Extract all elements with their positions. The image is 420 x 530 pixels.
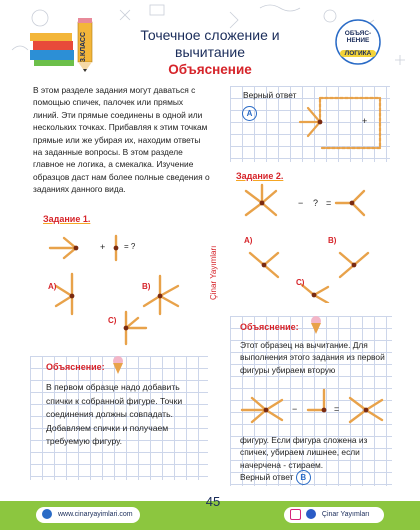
explain2-eq: = <box>334 404 340 414</box>
instagram-icon <box>290 509 301 520</box>
icecream-icon <box>310 316 322 334</box>
social-label[interactable]: Çinar Yayımları <box>321 511 370 518</box>
answer1-figure <box>290 88 400 158</box>
page-header <box>0 0 420 82</box>
task2-option-c: C) <box>296 278 305 287</box>
footer-website-pill[interactable] <box>36 507 140 523</box>
page-number: 45 <box>205 494 221 509</box>
answer1-label: Верный ответ <box>243 90 297 100</box>
answer1-plus: + <box>362 116 368 126</box>
explain2-answer <box>240 470 311 485</box>
task2-option-a: A) <box>244 236 253 245</box>
task2-q: ? <box>313 198 319 208</box>
task2-minus: − <box>298 198 304 208</box>
badge-bottom: ЛОГИКА <box>340 50 376 57</box>
task1-plus: + <box>100 242 106 252</box>
explain1-heading: Объяснение: <box>46 362 105 372</box>
explain2-heading: Объяснение: <box>240 322 299 332</box>
task2-label: Задание 2. <box>236 171 284 181</box>
task2-option-b: B) <box>328 236 337 245</box>
explain2-answer-letter: B <box>296 470 311 485</box>
answer1-letter: A <box>242 106 257 121</box>
icecream-icon <box>112 356 124 374</box>
task1-label: Задание 1. <box>43 214 91 224</box>
explain1-text: В первом образце надо добавить спички к собранной фигуре. Точки соединения должны совпадать. Добавляем спички и получаем требуемую фигуру. <box>46 382 183 446</box>
explain2-figures <box>236 388 386 434</box>
books-icon <box>30 33 74 66</box>
website-link[interactable]: www.cinaryayimlari.com <box>57 511 133 518</box>
explain2-text1: Этот образец на вычитание. Для выполнения этого задания из первой фигуры убираем вторую <box>240 340 385 375</box>
task2-eq: = <box>326 198 332 208</box>
sidebar-brand: Çinar Yayımları <box>209 245 218 300</box>
grade-label: 3.КЛАСС <box>80 31 87 62</box>
task1-option-a: A) <box>48 282 57 291</box>
task1-option-b: B) <box>142 282 151 291</box>
globe-icon <box>42 509 52 519</box>
page-subtitle: Объяснение <box>168 62 252 77</box>
explain2-minus: − <box>292 404 298 414</box>
explain2-answer-label: Верный ответ <box>240 472 294 482</box>
facebook-icon <box>306 509 316 519</box>
intro-text: В этом разделе задания могут даваться с помощью спичек, палочек или прямых линий. Эти прямые соединены в одной или нескольких точках. Прибавляя к этим точкам прямые или же убирая их, находим ответы на заданные вопросы. В этом разделе главное не логика, а смекалка. Изучение образцов даст нам более полные сведения о заданиях данного вида. <box>33 85 210 195</box>
explain2-text2: фигуру. Если фигура сложена из спичек, убираем лишнее, если начерчена - стираем. <box>240 435 368 470</box>
page-title: Точечное сложение и вычитание <box>140 27 280 60</box>
task1-eq: = ? <box>124 242 136 251</box>
task1-option-c: C) <box>108 316 117 325</box>
badge-top: ОБЪЯС-НЕНИЕ <box>344 30 372 44</box>
footer-social-pill[interactable] <box>284 507 384 523</box>
title-block <box>116 27 304 78</box>
answer1-letter-wrap <box>242 103 257 121</box>
